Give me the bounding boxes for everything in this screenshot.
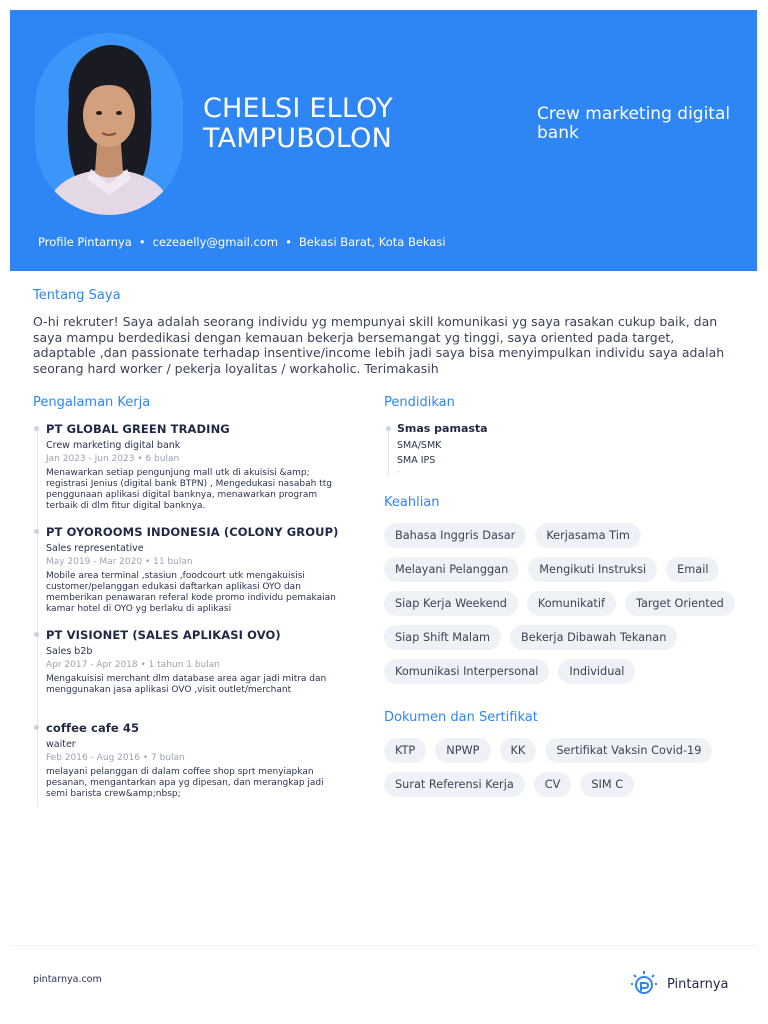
job-item: [33, 525, 343, 628]
experience-list: [33, 422, 343, 800]
job-role: Sales representative: [46, 543, 144, 554]
profile-link[interactable]: Profile Pintarnya: [38, 235, 132, 249]
separator-dot: •: [285, 235, 292, 249]
timeline-dot: [34, 426, 39, 431]
skill-pill: Komunikatif: [527, 591, 616, 616]
skills-list: [384, 523, 744, 693]
job-company: PT OYOROOMS INDONESIA (COLONY GROUP): [46, 525, 339, 539]
document-pill: CV: [534, 772, 572, 797]
candidate-name: CHELSI ELLOY TAMPUBOLON: [203, 93, 393, 154]
education-level: SMA/SMK: [397, 440, 442, 451]
footer-brand: [630, 970, 728, 998]
footer-brand-name: Pintarnya: [667, 976, 729, 992]
job-item: [33, 721, 343, 800]
job-desc: Mengakuisisi merchant dlm database area agar jadi mitra dan menggunakan jasa aplikasi OVO ,visit outlet/merchant: [46, 674, 327, 695]
document-pill: SIM C: [580, 772, 634, 797]
skill-pill: Siap Shift Malam: [384, 625, 501, 650]
separator-dot: •: [138, 235, 146, 249]
skills-title: Keahlian: [384, 495, 440, 510]
job-role: Sales b2b: [46, 646, 93, 657]
candidate-role: Crew marketing digital bank: [537, 104, 731, 143]
job-company: PT VISIONET (SALES APLIKASI OVO): [46, 628, 281, 642]
document-pill: NPWP: [435, 738, 490, 763]
education-major: SMA IPS: [397, 455, 436, 466]
skill-pill: Melayani Pelanggan: [384, 557, 519, 582]
about-text: O-hi rekruter! Saya adalah seorang individu yg mempunyai skill komunikasi yg saya rasakan cukup baik, dan saya mampu berdedikasi dengan kemauan bekerja bersemangat yg tinggi, saya oriented pada target, adaptable ,dan passionate terhadap insentive/income lebih jadi saya bisa menyimpulkan individu saya adalah seorang hard worker / pekerja loyalitas / workaholic. Terimakasih: [33, 314, 725, 377]
document-pill: Sertifikat Vaksin Covid-19: [545, 738, 712, 763]
skill-pill: Mengikuti Instruksi: [528, 557, 657, 582]
job-date: Jan 2023 - Jun 2023 • 6 bulan: [46, 454, 180, 464]
skill-pill: Email: [666, 557, 719, 582]
contact-line: [38, 235, 446, 249]
experience-title: Pengalaman Kerja: [33, 395, 151, 410]
documents-list: [384, 738, 744, 806]
footer-divider: [10, 945, 757, 946]
skill-pill: Siap Kerja Weekend: [384, 591, 518, 616]
skill-pill: Kerjasama Tim: [535, 523, 641, 548]
job-company: coffee cafe 45: [46, 721, 140, 735]
footer-url[interactable]: pintarnya.com: [33, 974, 102, 985]
profile-photo: [35, 33, 183, 215]
skill-pill: Bahasa Inggris Dasar: [384, 523, 526, 548]
location-text: Bekasi Barat, Kota Bekasi: [298, 235, 446, 249]
job-desc: Menawarkan setiap pengunjung mall utk di akuisisi &amp; registrasi Jenius (digital bank BTPN) , Mengedukasi nasabah ttg penggunaan aplikasi digital banknya, menawarkan program terbaik di dlm fitur digital banknya.: [46, 468, 332, 511]
job-desc: melayani pelanggan di dalam coffee shop sprt menyiapkan pesanan, mengantarkan apa yg dipesan, dan merangkap jadi semi barista crew&amp;nbsp;: [46, 767, 324, 799]
document-pill: KTP: [384, 738, 426, 763]
job-desc: Mobile area terminal ,stasiun ,foodcourt utk mengakuisisi customer/pelanggan edukasi daftarkan aplikasi OYO dan memberikan penawaran referal kode promo individu pemakaian kamar hotel di OYO yg berlaku di aplikasi: [46, 571, 336, 614]
documents-title: Dokumen dan Sertifikat: [384, 710, 538, 725]
job-company: PT GLOBAL GREEN TRADING: [46, 422, 230, 436]
header-banner: [10, 10, 757, 271]
document-pill: Surat Referensi Kerja: [384, 772, 525, 797]
job-item: [33, 628, 343, 721]
school-name: Smas pamasta: [397, 422, 488, 435]
timeline-dot: [34, 529, 39, 534]
job-role: Crew marketing digital bank: [46, 440, 181, 451]
timeline-dot: [34, 632, 39, 637]
email-text[interactable]: cezeaelly@gmail.com: [152, 235, 279, 249]
job-date: May 2019 - Mar 2020 • 11 bulan: [46, 557, 193, 567]
skill-pill: Individual: [558, 659, 635, 684]
avatar-icon: [35, 33, 183, 215]
skill-pill: Bekerja Dibawah Tekanan: [510, 625, 677, 650]
job-date: Feb 2016 - Aug 2016 • 7 bulan: [46, 753, 185, 763]
skill-pill: Komunikasi Interpersonal: [384, 659, 549, 684]
timeline-dot: [386, 426, 391, 431]
education-item: [386, 422, 488, 477]
pintarnya-logo-icon: [630, 970, 658, 998]
job-date: Apr 2017 - Apr 2018 • 1 tahun 1 bulan: [46, 660, 220, 670]
about-title: Tentang Saya: [33, 288, 121, 303]
education-extra: -: [397, 467, 401, 477]
document-pill: KK: [500, 738, 537, 763]
skill-pill: Target Oriented: [625, 591, 735, 616]
education-title: Pendidikan: [384, 395, 455, 410]
job-item: [33, 422, 343, 525]
timeline-dot: [34, 725, 39, 730]
job-role: waiter: [46, 739, 76, 750]
